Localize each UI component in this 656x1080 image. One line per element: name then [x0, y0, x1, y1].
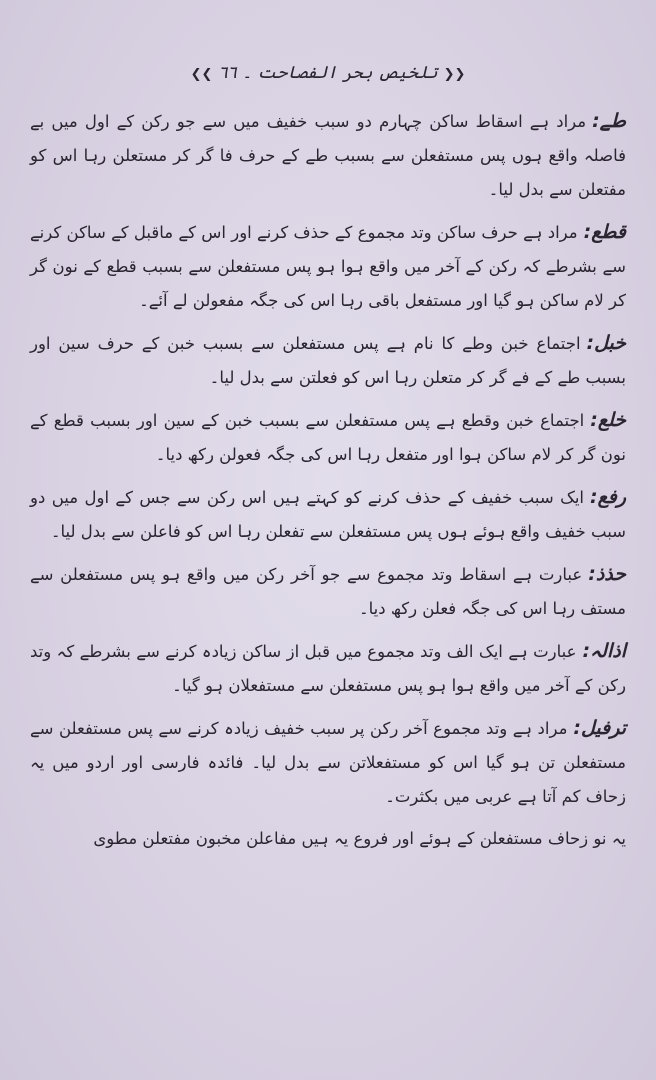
term-heading: ترفیل: — [573, 717, 626, 739]
paragraph-text: ایک سبب خفیف کے حذف کرنے کو کہتے ہیں اس رکن سے جس کے اول میں دو سبب خفیف واقع ہوئے ہوں پس مستفعلن سے تفعلن رہا اس کو فاعلن سے بدل لیا۔ — [30, 488, 626, 541]
term-heading: قطع: — [583, 221, 626, 243]
paragraph-text: اجتماع خبن وقطع ہے پس مستفعلن سے بسبب خبن کے سین اور بسبب قطع کے نون گر کر لام ساکن ہوا اور متفعل رہا اس کی جگہ فعولن رکھ دیا۔ — [30, 411, 626, 464]
paragraph-izala — [30, 634, 626, 703]
page-body — [30, 104, 626, 856]
paragraph-qata — [30, 215, 626, 318]
paragraph-text: مراد ہے وتد مجموع آخر رکن پر سبب خفیف زیادہ کرنے سے پس مستفعلن سے مستفعلن تن ہو گیا اس کو مستفعلاتن سے بدل لیا۔ فائدہ فارسی اور اردو میں یہ زحاف کم آتا ہے عربی میں بکثرت۔ — [30, 719, 626, 806]
header-title: تلخیص بحر الفصاحت ۔ ٦٦ — [218, 63, 438, 83]
term-heading: خلع: — [590, 409, 626, 431]
paragraph-tarfeel — [30, 711, 626, 814]
paragraph-text: عبارت ہے اسقاط وتد مجموع سے جو آخر رکن میں واقع ہو پس مستفعلن سے مستف رہا اس کی جگہ فعلن رکھ دیا۔ — [30, 565, 626, 618]
paragraph-khala — [30, 403, 626, 472]
paragraph-text: عبارت ہے ایک الف وتد مجموع میں قبل از ساکن زیادہ کرنے سے بشرطے کہ وتد رکن کے آخر میں واقع ہوا ہو پس مستفعلن سے مستفعلان ہو گیا۔ — [30, 642, 626, 695]
paragraph-tai — [30, 104, 626, 207]
paragraph-text: اجتماع خبن وطے کا نام ہے پس مستفعلن سے بسبب خبن کے حرف سین اور بسبب طے کے فے گر کر متعلن رہا اس کو فعلتن سے بدل لیا۔ — [30, 334, 626, 387]
paragraph-rafa — [30, 480, 626, 549]
paragraph-hazaz — [30, 557, 626, 626]
paragraph-khabl — [30, 326, 626, 395]
header-ornament-right: ❮❮ — [190, 67, 213, 82]
paragraph-text: مراد ہے اسقاط ساکن چہارم دو سبب خفیف میں سے جو رکن کے اول میں بے فاصلہ واقع ہوں پس مستفعلن سے بسبب طے کے حرف فا گر کر مستعلن رہا اس کو مفتعلن سے بدل لیا۔ — [30, 112, 626, 199]
term-heading: رفع: — [590, 486, 626, 508]
term-heading: حذذ: — [588, 563, 626, 585]
page-header — [0, 62, 656, 83]
paragraph-text: یہ نو زحاف مستفعلن کے ہوئے اور فروع یہ ہیں مفاعلن مخبون مفتعلن مطوی — [93, 829, 626, 848]
term-heading: اذالہ: — [582, 640, 626, 662]
term-heading: طے: — [592, 110, 626, 132]
paragraph-text: مراد ہے حرف ساکن وتد مجموع کے حذف کرنے اور اس کے ماقبل کے ساکن کرنے سے بشرطے کہ رکن کے آخر میں واقع ہوا ہو پس مستفعلن سے بسبب قطع کے نون گر کر لام ساکن ہو گیا اور مستفعل باقی رہا اس کی جگہ مفعولن لے آئے۔ — [30, 223, 626, 310]
term-heading: خبل: — [586, 332, 626, 354]
header-ornament-left: ❯❯ — [443, 67, 466, 82]
paragraph-summary — [30, 822, 626, 856]
